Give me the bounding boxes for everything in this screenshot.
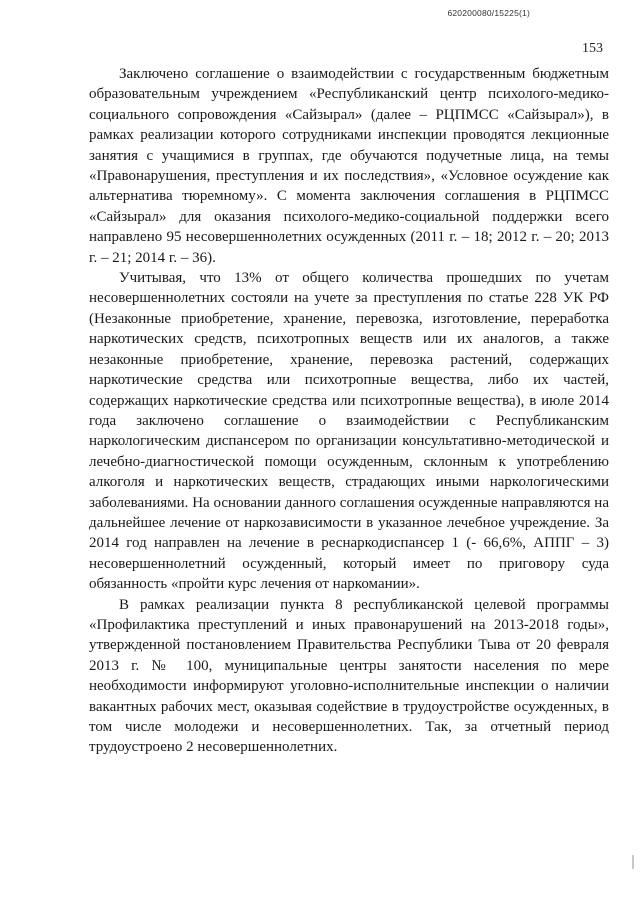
page-number: 153 xyxy=(582,41,603,56)
document-body xyxy=(89,64,609,758)
paragraph-employment-program: В рамках реализации пункта 8 республиканской целевой программы «Профилактика преступлений и иных правонарушений на 2013-2018 годы», утвержденной постановлением Правительства Республики Тыва от 20 февраля 2013 г. № 100, муниципальные центры занятости населения по мере необходимости информируют уголовно-исполнительные инспекции о наличии вакантных рабочих мест, оказывая содействие в трудоустройстве осужденных, в том числе молодежи и несовершеннолетних. Так, за отчетный период трудоустроено 2 несовершеннолетних. xyxy=(89,596,609,756)
paragraph-saizyral-agreement: Заключено соглашение о взаимодействии с государственным бюджетным образовательным учреждением «Республиканский центр психолого-медико-социального сопровождения «Сайзырал» (далее – РЦПМСС «Сайзырал»), в рамках реализации которого сотрудниками инспекции проводятся лекционные занятия с учащимися в группах, где обучаются подучетные лица, на темы «Правонарушения, преступления и их последствия», «Условное осуждение как альтернатива тюремному». С момента заключения соглашения в РЦПМСС «Сайзырал» для оказания психолого-медико-социальной поддержки всего направлено 95 несовершеннолетних осужденных (2011 г. – 18; 2012 г. – 20; 2013 г. – 21; 2014 г. – 36). xyxy=(89,66,609,266)
document-id: 620200080/15225(1) xyxy=(447,8,530,18)
scan-edge-mark xyxy=(632,855,634,869)
paragraph-narcology-agreement: Учитывая, что 13% от общего количества прошедших по учетам несовершеннолетних состояли на учете за преступления по статье 228 УК РФ (Незаконные приобретение, хранение, перевозка, изготовление, переработка наркотических средств, психотропных веществ или их аналогов, а также незаконные приобретение, хранение, перевозка растений, содержащих наркотические средства или психотропные вещества, либо их частей, содержащих наркотические средства или психотропные вещества), в июле 2014 года заключено соглашение о взаимодействии с Республиканским наркологическим диспансером по организации консультативно-методической и лечебно-диагностической помощи осужденным, склонным к употреблению алкоголя и наркотических веществ, страдающих иными наркологическими заболеваниями. На основании данного соглашения осужденные направляются на дальнейшее лечение от наркозависимости в указанное лечебное учреждение. За 2014 год направлен на лечение в реснаркодиспансер 1 (- 66,6%, АППГ – 3) несовершеннолетний осужденный, который имеет по приговору суда обязанность «пройти курс лечения от наркомании». xyxy=(89,270,609,593)
